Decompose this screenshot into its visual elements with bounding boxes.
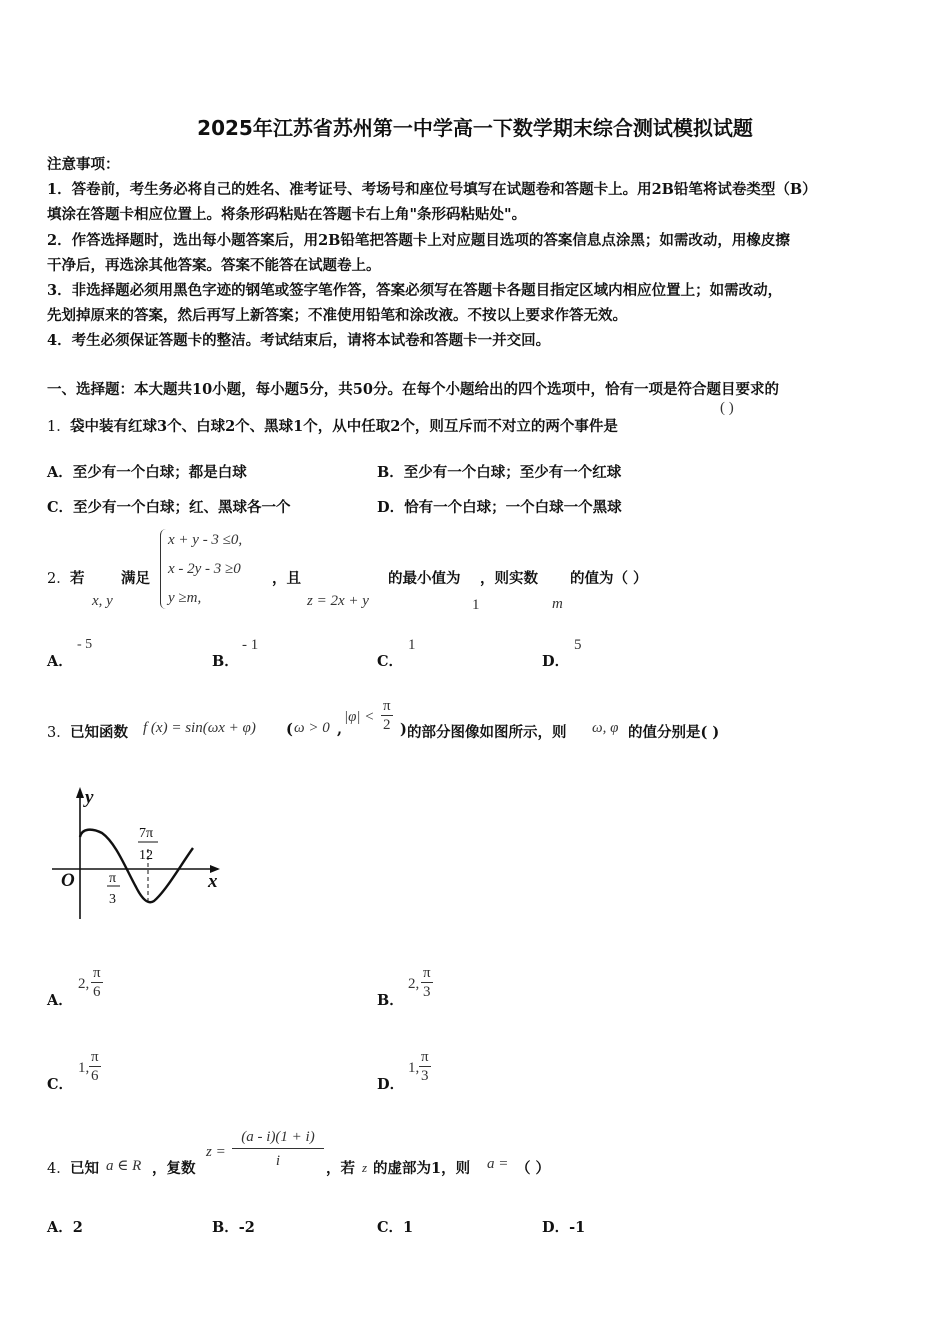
q2-min-text: 的最小值为 xyxy=(388,570,461,587)
q2-system-line3: y ≥m, xyxy=(168,590,202,606)
q3-omega-cond: ω > 0 xyxy=(294,720,330,736)
q3-pre: 已知函数 xyxy=(70,724,128,741)
q2-number: 2． xyxy=(47,571,71,587)
q1-text: 袋中装有红球3个、白球2个、黑球1个，从中任取2个，则互斥而不对立的两个事件是 xyxy=(70,418,618,435)
q3-omega-phi: ω, φ xyxy=(592,720,619,736)
section-heading: 一、选择题：本大题共10小题，每小题5分，共50分。在每个小题给出的四个选项中，恰有一项是符合题目要求的 xyxy=(47,381,779,398)
q3-option-d-int: 1, xyxy=(408,1060,420,1076)
q4-fushu: ，复数 xyxy=(152,1160,196,1177)
q4-option-b: B．-2 xyxy=(212,1219,255,1236)
q1-option-c: C．至少有一个白球；红、黑球各一个 xyxy=(47,499,291,516)
frac-den: 6 xyxy=(91,1068,99,1084)
q2-option-a-value: - 5 xyxy=(77,637,93,652)
q2-option-d-label: D． xyxy=(542,653,570,670)
tick-7pi-12-num: 7π xyxy=(139,826,154,841)
q3-option-c-frac xyxy=(89,1048,101,1085)
q1-option-b: B．至少有一个白球；至少有一个红球 xyxy=(377,464,622,481)
q2-option-a-label: A． xyxy=(47,653,73,670)
x-label: x xyxy=(208,871,218,892)
q2-then: ，则实数 xyxy=(480,570,538,587)
q3-option-c-label: C． xyxy=(47,1076,74,1093)
notice-line: 先划掉原来的答案，然后再写上新答案；不准使用铅笔和涂改液。不按以上要求作答无效。 xyxy=(47,307,627,324)
q3-function: f (x) = sin(ωx + φ) xyxy=(143,720,256,736)
notice-heading: 注意事项： xyxy=(47,156,120,173)
q4-option-d: D．-1 xyxy=(542,1219,586,1236)
q4-ruo: ，若 xyxy=(326,1160,355,1177)
q4-a-in-r: a ∈ R xyxy=(106,1158,142,1174)
q4-a-eq: a = xyxy=(487,1156,509,1172)
q3-cond-open: ( xyxy=(286,721,293,738)
q3-option-c-int: 1, xyxy=(78,1060,90,1076)
frac-num: π xyxy=(421,1049,429,1065)
q4-z: z xyxy=(362,1160,368,1175)
q2-option-d-value: 5 xyxy=(574,637,582,653)
q2-option-b-value: - 1 xyxy=(242,637,259,653)
frac-num: π xyxy=(91,1049,99,1065)
tick-7pi-12-den: 12 xyxy=(139,848,153,863)
q3-cond-close: ) xyxy=(400,721,407,738)
q1-number: 1． xyxy=(47,419,71,435)
q2-ruo: 若 xyxy=(70,570,85,587)
q4-ask: （ ） xyxy=(516,1160,551,1177)
q3-option-a-label: A． xyxy=(47,992,73,1009)
tick-pi-3-num: π xyxy=(109,871,117,886)
frac-den: 3 xyxy=(423,984,431,1000)
q3-post: 的部分图像如图所示，则 xyxy=(407,724,567,741)
q2-option-c-value: 1 xyxy=(408,637,416,653)
q4-denominator: i xyxy=(275,1153,281,1169)
frac-den: 6 xyxy=(93,984,101,1000)
q4-option-a: A．2 xyxy=(47,1219,83,1236)
q2-satisfy: 满足 xyxy=(121,570,150,587)
q3-pi-over-2 xyxy=(381,697,393,734)
q3-option-d-frac xyxy=(419,1048,431,1085)
q2-option-b-label: B． xyxy=(212,653,239,670)
q3-option-b-int: 2, xyxy=(408,976,420,992)
q1-option-a: A．至少有一个白球；都是白球 xyxy=(47,464,247,481)
notice-line: 2．作答选择题时，选出每小题答案后，用2B铅笔把答题卡上对应题目选项的答案信息点涂黑；如需改动，用橡皮擦 xyxy=(47,232,790,249)
frac-num: π xyxy=(423,965,431,981)
q4-numerator: (a - i)(1 + i) xyxy=(232,1129,324,1149)
notice-line: 填涂在答题卡相应位置上。将条形码粘贴在答题卡右上角"条形码粘贴处"。 xyxy=(47,206,527,223)
q2-option-c-label: C． xyxy=(377,653,404,670)
notice-line: 1．答卷前，考生务必将自己的姓名、准考证号、考场号和座位号填写在试题卷和答题卡上。用2B铅笔将试卷类型（B） xyxy=(47,181,817,198)
q3-option-a-int: 2, xyxy=(78,976,90,992)
q2-qie: ，且 xyxy=(272,570,301,587)
q4-imag: 的虚部为1，则 xyxy=(373,1160,471,1177)
q2-vars: x, y xyxy=(92,593,113,609)
q2-param-m: m xyxy=(552,596,563,612)
frac-num: π xyxy=(93,965,101,981)
q3-ask: 的值分别是( ) xyxy=(628,724,720,741)
q2-ask: 的值为（ ） xyxy=(570,570,648,587)
q3-sine-graph xyxy=(50,783,230,923)
q3-option-b-frac xyxy=(421,964,433,1001)
notice-line: 干净后，再选涂其他答案。答案不能答在试题卷上。 xyxy=(47,257,381,274)
q3-option-d-label: D． xyxy=(377,1076,405,1093)
q1-option-d: D．恰有一个白球；一个白球一个黑球 xyxy=(377,499,622,516)
q4-number: 4． xyxy=(47,1161,71,1177)
q3-option-a-frac xyxy=(91,964,103,1001)
q2-system-line1: x + y - 3 ≤0, xyxy=(168,532,243,548)
q2-min-value: 1 xyxy=(472,597,480,613)
q2-system-line2: x - 2y - 3 ≥0 xyxy=(168,561,241,577)
q3-two: 2 xyxy=(383,717,391,733)
frac-den: 3 xyxy=(421,1068,429,1084)
y-label: y xyxy=(85,787,94,808)
q3-phi-cond: |φ| < xyxy=(344,709,375,725)
q3-number: 3． xyxy=(47,725,71,741)
page-title: 2025年江苏省苏州第一中学高一下数学期末综合测试模拟试题 xyxy=(197,116,753,140)
origin-label: O xyxy=(61,870,75,891)
q4-z-eq: z = xyxy=(206,1144,226,1160)
q1-answer-paren: ( ) xyxy=(720,400,734,416)
q4-pre: 已知 xyxy=(70,1160,99,1177)
q4-fraction xyxy=(232,1129,324,1170)
q4-option-c: C．1 xyxy=(377,1219,414,1236)
tick-pi-3-den: 3 xyxy=(109,892,116,907)
q3-option-b-label: B． xyxy=(377,992,404,1009)
q2-system-brace xyxy=(160,529,167,609)
q3-pi: π xyxy=(383,698,391,714)
sine-curve xyxy=(80,830,193,903)
q3-cond-comma: , xyxy=(337,721,343,738)
q2-objective: z = 2x + y xyxy=(307,593,369,609)
notice-line: 3．非选择题必须用黑色字迹的钢笔或签字笔作答，答案必须写在答题卡各题目指定区域内相应位置上；如需改动， xyxy=(47,282,783,299)
y-axis-arrow-icon xyxy=(76,787,84,798)
notice-line: 4．考生必须保证答题卡的整洁。考试结束后，请将本试卷和答题卡一并交回。 xyxy=(47,332,551,349)
